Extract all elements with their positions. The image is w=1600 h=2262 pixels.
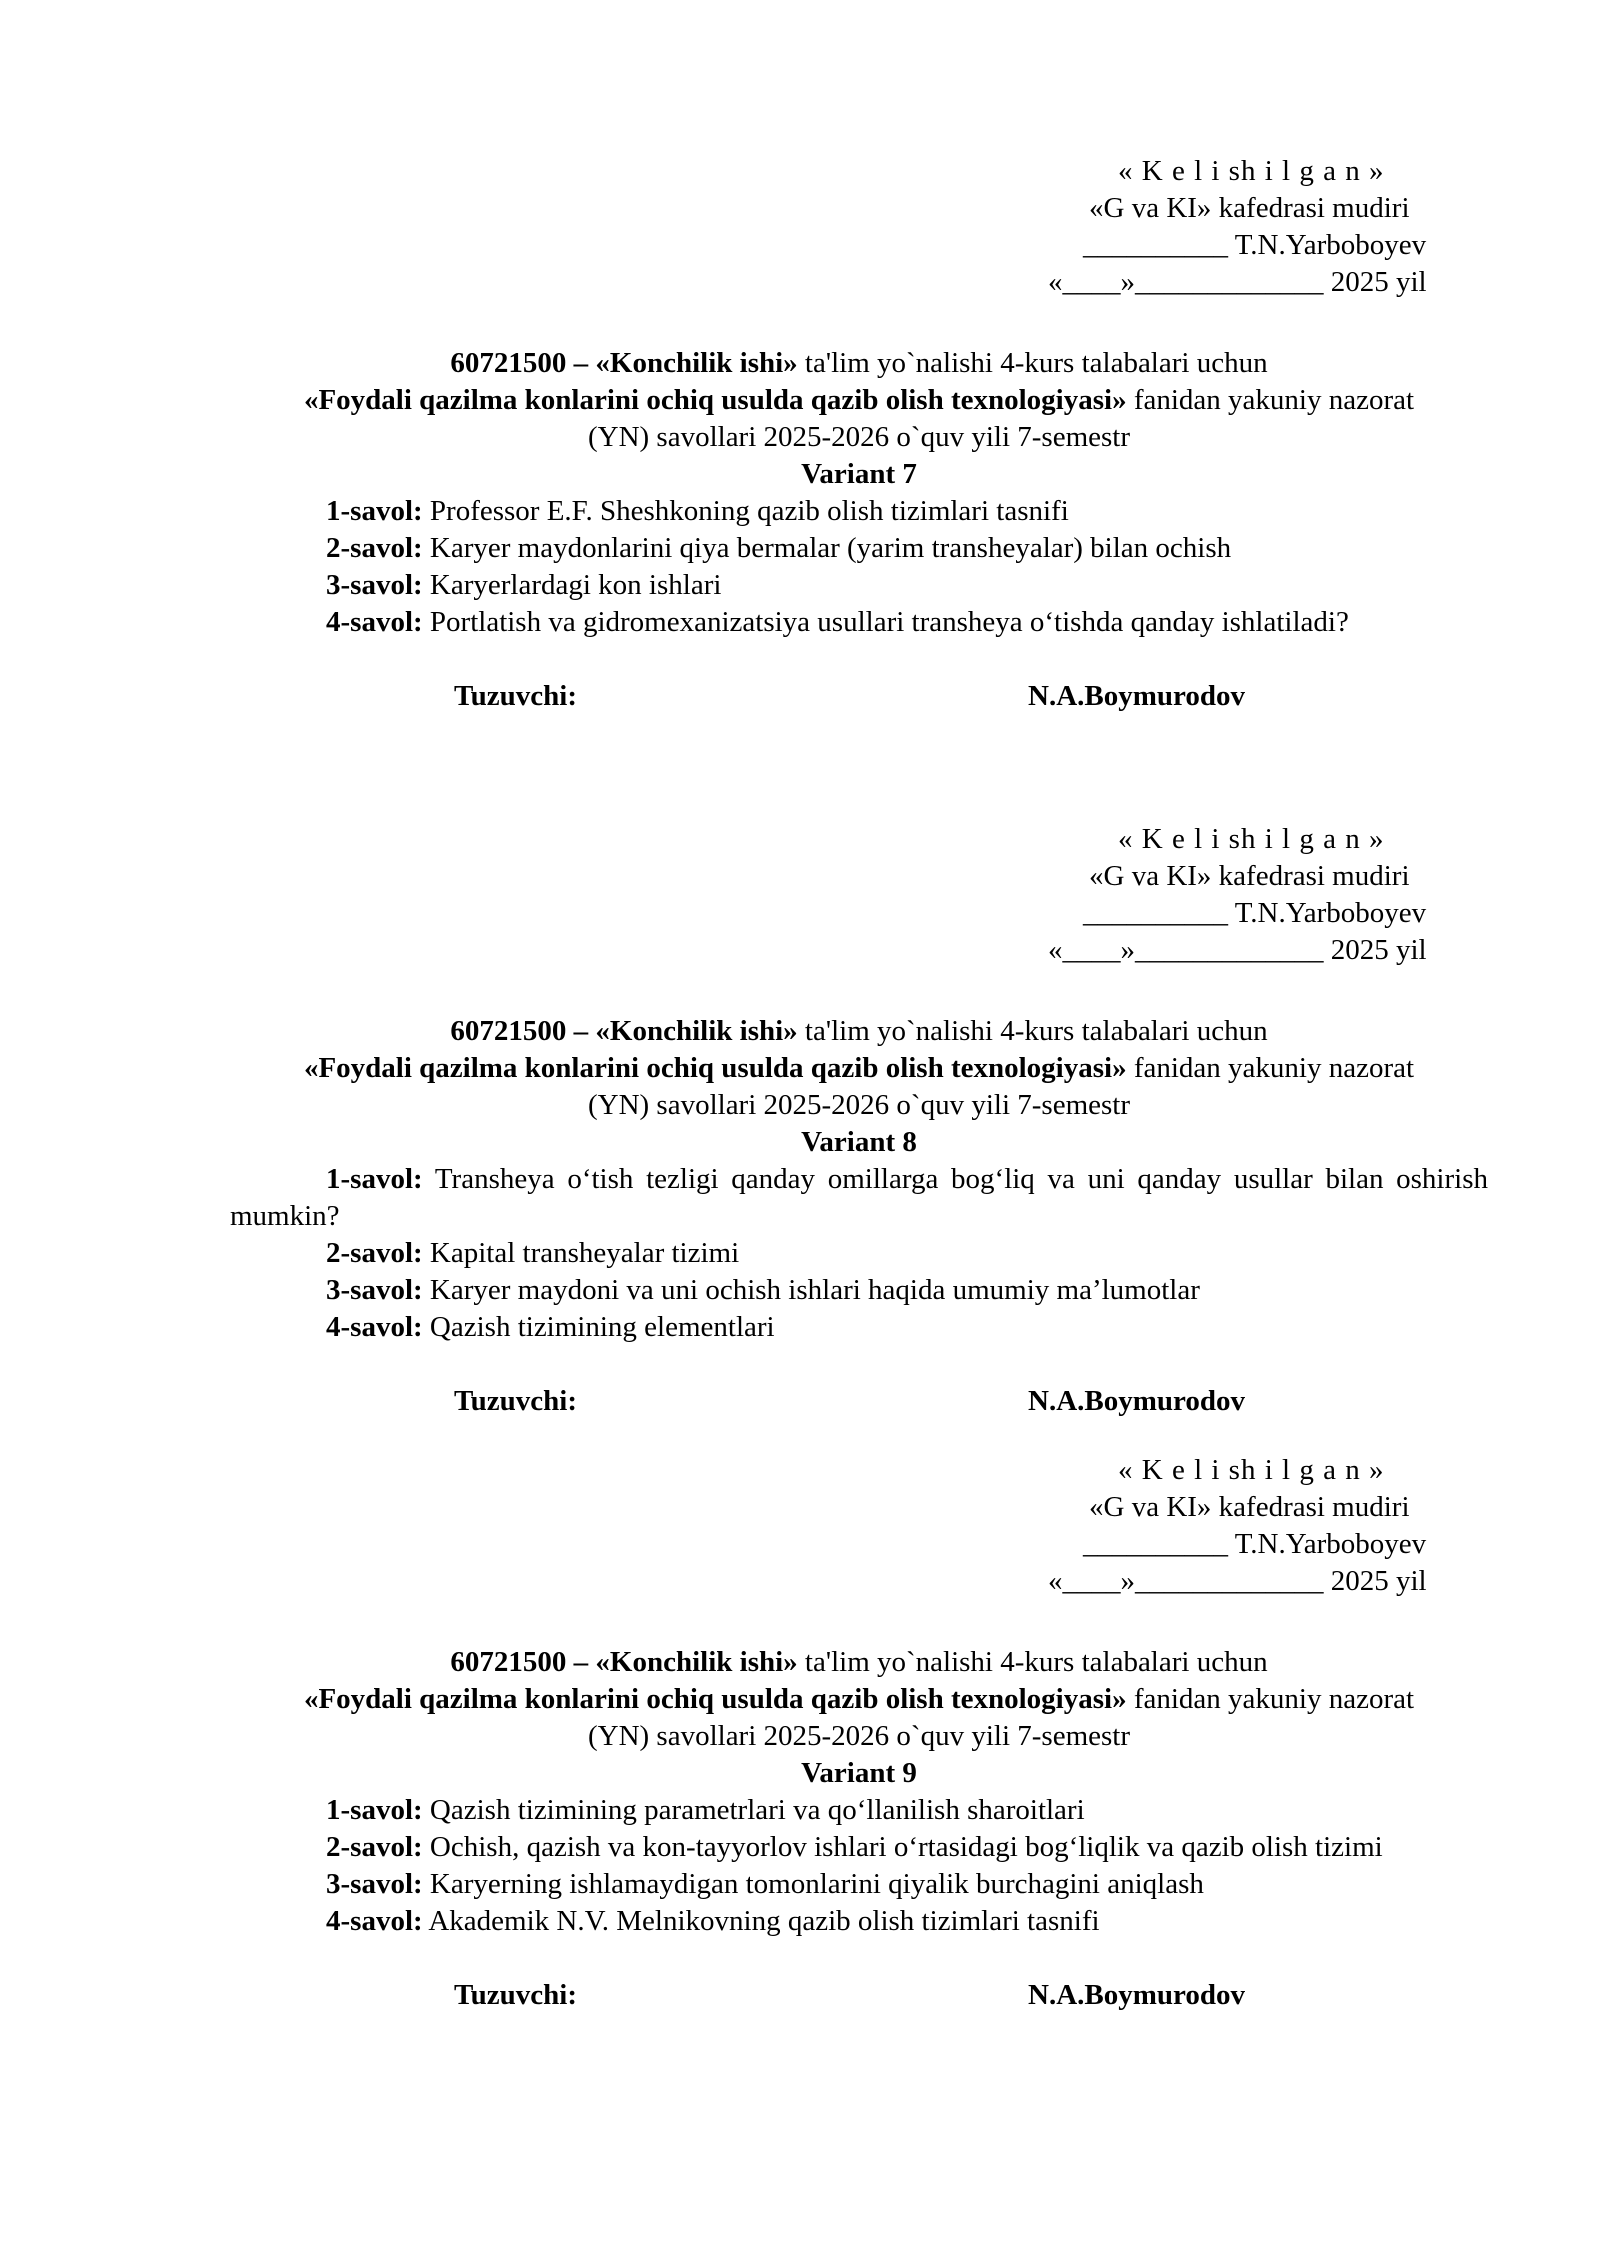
compiler-label: Tuzuvchi: [454, 680, 578, 712]
question-label: 3-savol: [326, 1274, 423, 1306]
variant-title: Variant 7 [801, 458, 917, 490]
question-label: 2-savol: [326, 1831, 423, 1863]
approval-title: « K e l i sh i l g a n » [1118, 823, 1385, 855]
signature-line: __________ T.N.Yarboboyev [1083, 1528, 1427, 1560]
question-item [230, 567, 1488, 604]
approval-title: « K e l i sh i l g a n » [1118, 1454, 1385, 1486]
approval-title: « K e l i sh i l g a n » [1118, 155, 1385, 187]
heading-line-1 [230, 1644, 1488, 1681]
question-item [230, 1829, 1488, 1866]
heading-line-3: (YN) savollari 2025-2026 o`quv yili 7-semestr [587, 421, 1131, 453]
question-label: 4-savol: [326, 1311, 423, 1343]
department-head-label: «G va KI» kafedrasi mudiri [1089, 192, 1410, 224]
subject-name: «Foydali qazilma konlarini ochiq usulda qazib olish texnologiyasi» [303, 1683, 1127, 1715]
compiler-signature [230, 1383, 1488, 1420]
question-list [230, 1792, 1488, 1940]
question-text: Kapital transheyalar tizimi [422, 1237, 740, 1269]
compiler-signature [230, 678, 1488, 715]
heading-line-1-rest: ta'lim yo`nalishi 4-kurs talabalari uchun [797, 1646, 1268, 1678]
question-label: 1-savol: [326, 1794, 423, 1826]
question-item [230, 493, 1488, 530]
signature-line: __________ T.N.Yarboboyev [1083, 897, 1427, 929]
variant-block-8 [230, 821, 1488, 1420]
exam-heading [230, 1013, 1488, 1124]
compiler-label: Tuzuvchi: [454, 1979, 578, 2011]
signature-line: __________ T.N.Yarboboyev [1083, 229, 1427, 261]
question-label: 1-savol: [326, 1163, 423, 1195]
question-text: Karyer maydoni va uni ochish ishlari haqida umumiy ma’lumotlar [422, 1274, 1200, 1306]
approval-stamp [230, 153, 1488, 301]
question-label: 3-savol: [326, 1868, 423, 1900]
question-item [230, 1235, 1488, 1272]
question-text: Transheya o‘tish tezligi qanday omillarga bog‘liq va uni qanday usullar bilan oshirish mumkin? [230, 1163, 1488, 1232]
question-item [230, 530, 1488, 567]
question-text: Qazish tizimining elementlari [422, 1311, 775, 1343]
heading-line-2 [230, 382, 1488, 419]
question-text: Akademik N.V. Melnikovning qazib olish tizimlari tasnifi [422, 1905, 1100, 1937]
question-item [230, 1792, 1488, 1829]
approval-stamp [230, 821, 1488, 969]
question-label: 4-savol: [326, 1905, 423, 1937]
compiler-name: N.A.Boymurodov [1028, 1385, 1245, 1417]
question-text: Ochish, qazish va kon-tayyorlov ishlari o‘rtasidagi bog‘liqlik va qazib olish tizimi [422, 1831, 1383, 1863]
question-label: 3-savol: [326, 569, 423, 601]
question-text: Qazish tizimining parametrlari va qo‘llanilish sharoitlari [422, 1794, 1085, 1826]
heading-line-2 [230, 1050, 1488, 1087]
question-label: 4-savol: [326, 606, 423, 638]
question-item [230, 1903, 1488, 1940]
heading-line-3: (YN) savollari 2025-2026 o`quv yili 7-semestr [587, 1089, 1131, 1121]
compiler-name: N.A.Boymurodov [1028, 680, 1245, 712]
heading-line-2-rest: fanidan yakuniy nazorat [1126, 384, 1415, 416]
question-text: Karyerning ishlamaydigan tomonlarini qiyalik burchagini aniqlash [422, 1868, 1204, 1900]
date-line: «____»_____________ 2025 yil [1048, 266, 1427, 298]
exam-heading [230, 1644, 1488, 1755]
question-text: Professor E.F. Sheshkoning qazib olish tizimlari tasnifi [422, 495, 1069, 527]
question-list [230, 493, 1488, 641]
heading-line-2-rest: fanidan yakuniy nazorat [1126, 1052, 1415, 1084]
heading-line-3: (YN) savollari 2025-2026 o`quv yili 7-semestr [587, 1720, 1131, 1752]
compiler-name: N.A.Boymurodov [1028, 1979, 1245, 2011]
heading-line-2-rest: fanidan yakuniy nazorat [1126, 1683, 1415, 1715]
question-label: 2-savol: [326, 1237, 423, 1269]
heading-line-1-rest: ta'lim yo`nalishi 4-kurs talabalari uchun [797, 347, 1268, 379]
department-head-label: «G va KI» kafedrasi mudiri [1089, 860, 1410, 892]
question-item [230, 604, 1488, 641]
question-text: Karyer maydonlarini qiya bermalar (yarim transheyalar) bilan ochish [422, 532, 1232, 564]
compiler-label: Tuzuvchi: [454, 1385, 578, 1417]
heading-line-2 [230, 1681, 1488, 1718]
question-list [230, 1161, 1488, 1346]
variant-title: Variant 9 [801, 1757, 917, 1789]
question-item [230, 1309, 1488, 1346]
department-head-label: «G va KI» kafedrasi mudiri [1089, 1491, 1410, 1523]
heading-line-1-rest: ta'lim yo`nalishi 4-kurs talabalari uchun [797, 1015, 1268, 1047]
question-label: 2-savol: [326, 532, 423, 564]
question-item [230, 1866, 1488, 1903]
heading-line-1 [230, 345, 1488, 382]
subject-name: «Foydali qazilma konlarini ochiq usulda qazib olish texnologiyasi» [303, 1052, 1127, 1084]
approval-stamp [230, 1452, 1488, 1600]
compiler-signature [230, 1977, 1488, 2014]
variant-block-9 [230, 1452, 1488, 2014]
question-text: Karyerlardagi kon ishlari [422, 569, 722, 601]
variant-title: Variant 8 [801, 1126, 917, 1158]
question-text: Portlatish va gidromexanizatsiya usullari transheya o‘tishda qanday ishlatiladi? [422, 606, 1349, 638]
subject-name: «Foydali qazilma konlarini ochiq usulda qazib olish texnologiyasi» [303, 384, 1127, 416]
variant-block-7 [230, 153, 1488, 715]
program-code: 60721500 – «Konchilik ishi» [450, 347, 798, 379]
question-label: 1-savol: [326, 495, 423, 527]
question-item [230, 1272, 1488, 1309]
program-code: 60721500 – «Konchilik ishi» [450, 1015, 798, 1047]
date-line: «____»_____________ 2025 yil [1048, 1565, 1427, 1597]
exam-heading [230, 345, 1488, 456]
date-line: «____»_____________ 2025 yil [1048, 934, 1427, 966]
heading-line-1 [230, 1013, 1488, 1050]
question-item [230, 1161, 1488, 1235]
program-code: 60721500 – «Konchilik ishi» [450, 1646, 798, 1678]
